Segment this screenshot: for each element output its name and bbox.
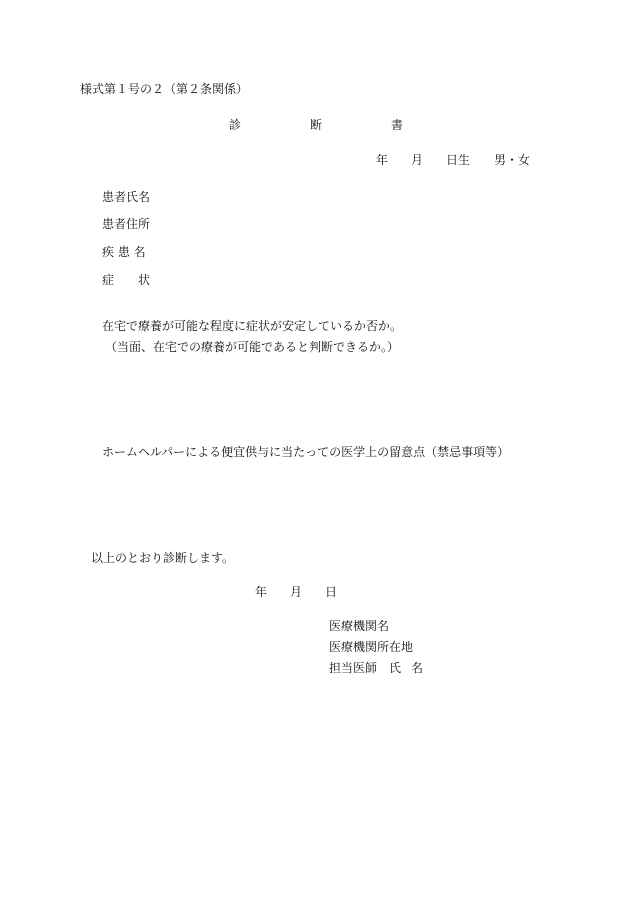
institution-name-label: 医療機関名 [329,619,390,633]
birth-year-label: 年 [376,153,389,167]
doctor-name-char-2: 名 [411,661,424,675]
sex-label: 男・女 [494,153,531,167]
patient-name-label: 患者氏名 [102,190,151,204]
title-char-2: 断 [310,118,323,132]
closing-statement: 以上のとおり診断します。 [91,551,235,565]
doctor-name-char-1: 氏 [389,661,402,675]
doctor-label: 担当医師 [329,661,378,675]
form-number: 様式第１号の２（第２条関係） [80,82,249,96]
institution-address-label: 医療機関所在地 [329,640,414,654]
title-char-1: 診 [229,118,242,132]
date-month-label: 月 [290,585,303,599]
patient-address-label: 患者住所 [102,217,151,231]
date-day-label: 日 [325,585,338,599]
birth-day-label: 日生 [446,153,471,167]
question-home-care-line-1: 在宅で療養が可能な程度に症状が安定しているか否か。 [102,319,403,333]
birth-month-label: 月 [411,153,424,167]
disease-name-label: 疾 患 名 [102,245,146,259]
title-char-3: 書 [391,118,404,132]
question-helper-notes: ホームヘルパーによる便宜供与に当たっての医学上の留意点（禁忌事項等） [102,445,510,459]
symptoms-label-char-2: 状 [138,273,151,287]
symptoms-label-char-1: 症 [102,273,115,287]
date-year-label: 年 [255,585,268,599]
question-home-care-line-2: （当面、在宅での療養が可能であると判断できるか。） [105,340,400,354]
